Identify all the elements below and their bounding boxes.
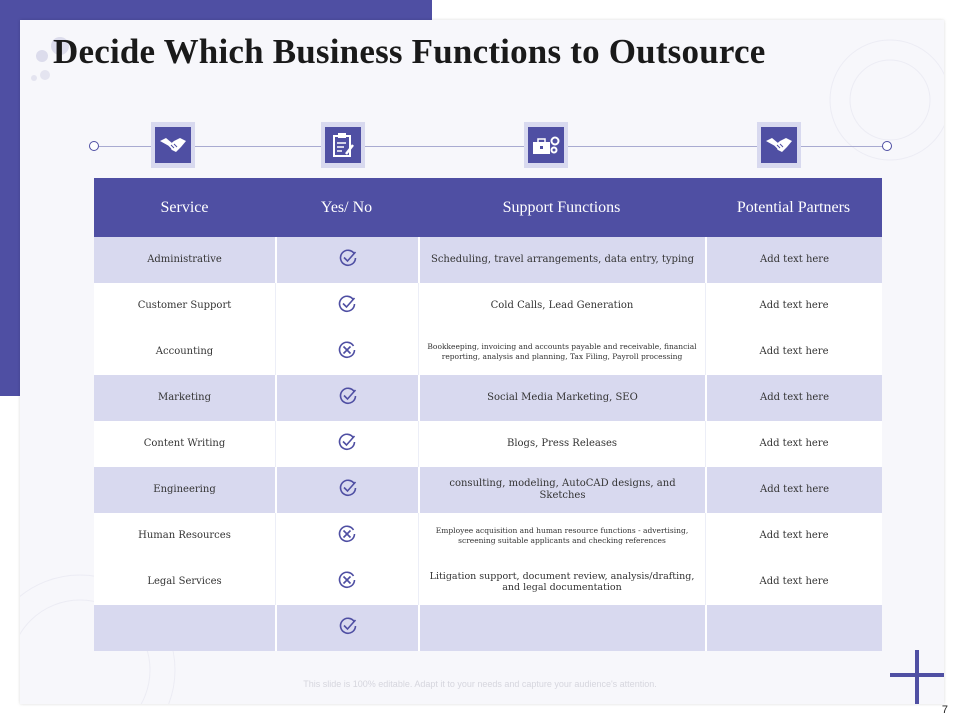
status-cell — [275, 513, 418, 559]
service-cell: Engineering — [153, 484, 216, 495]
check-circle-icon — [338, 248, 358, 272]
potential-partners-cell: Add text here — [705, 237, 882, 283]
cross-circle-icon — [337, 570, 357, 594]
header-yes-no: Yes/ No — [320, 198, 373, 216]
table-row — [94, 283, 882, 329]
check-circle-icon — [338, 386, 358, 410]
table-body — [94, 237, 882, 651]
handshake-icon — [151, 122, 195, 168]
service-cell: Accounting — [155, 346, 214, 357]
service-cell: Marketing — [157, 392, 212, 403]
potential-partners-cell: Add text here — [705, 467, 882, 513]
slide-title: Decide Which Business Functions to Outsource — [53, 32, 766, 71]
status-cell — [275, 559, 418, 605]
status-cell — [275, 605, 418, 651]
table-row — [94, 513, 882, 559]
briefcase-gears-icon — [524, 122, 568, 168]
status-cell — [275, 237, 418, 283]
status-cell — [275, 283, 418, 329]
potential-partners-cell: Add text here — [705, 375, 882, 421]
support-functions-cell: Scheduling, travel arrangements, data entry, typing — [418, 237, 705, 283]
clipboard-icon — [321, 122, 365, 168]
potential-partners-cell: Add text here — [705, 283, 882, 329]
cross-circle-icon — [337, 524, 357, 548]
header-potential-partners: Potential Partners — [736, 198, 851, 216]
status-cell — [275, 329, 418, 375]
service-cell: Customer Support — [137, 300, 232, 311]
header-support-functions: Support Functions — [502, 198, 621, 216]
header-service: Service — [160, 198, 209, 216]
cross-circle-icon — [337, 340, 357, 364]
support-functions-cell: Litigation support, document review, analysis/drafting, and legal documentation — [418, 559, 705, 605]
outsourcing-table — [94, 178, 882, 651]
table-row — [94, 559, 882, 605]
table-row — [94, 467, 882, 513]
support-functions-cell: Cold Calls, Lead Generation — [418, 283, 705, 329]
check-circle-icon — [338, 616, 358, 640]
support-functions-cell: Employee acquisition and human resource functions - advertising, screening suitable applicants and checking references — [418, 513, 705, 559]
potential-partners-cell: Add text here — [705, 329, 882, 375]
service-cell: Content Writing — [143, 438, 226, 449]
service-cell: Human Resources — [138, 530, 231, 541]
table-header — [94, 178, 882, 237]
support-functions-cell — [418, 605, 705, 651]
plus-decoration — [915, 650, 919, 704]
page-number: 7 — [941, 704, 948, 716]
potential-partners-cell — [705, 605, 882, 651]
footer-note: This slide is 100% editable. Adapt it to your needs and capture your audience's attention. — [303, 679, 657, 689]
service-cell: Legal Services — [147, 576, 222, 587]
support-functions-cell: Social Media Marketing, SEO — [418, 375, 705, 421]
potential-partners-cell: Add text here — [705, 421, 882, 467]
support-functions-cell: Blogs, Press Releases — [418, 421, 705, 467]
check-circle-icon — [337, 432, 357, 456]
status-cell — [275, 467, 418, 513]
potential-partners-cell: Add text here — [705, 513, 882, 559]
potential-partners-cell: Add text here — [705, 559, 882, 605]
timeline-start-dot — [89, 141, 99, 151]
table-row — [94, 375, 882, 421]
support-functions-cell: Bookkeeping, invoicing and accounts payable and receivable, financial reporting, analysis and planning, Tax Filing, Payroll processing — [418, 329, 705, 375]
table-row — [94, 421, 882, 467]
table-row — [94, 237, 882, 283]
table-row — [94, 329, 882, 375]
service-cell: Administrative — [147, 254, 222, 265]
status-cell — [275, 375, 418, 421]
table-row — [94, 605, 882, 651]
timeline-end-dot — [882, 141, 892, 151]
status-cell — [275, 421, 418, 467]
service-cell — [94, 605, 275, 651]
support-functions-cell: consulting, modeling, AutoCAD designs, and Sketches — [418, 467, 705, 513]
check-circle-icon — [338, 478, 358, 502]
check-circle-icon — [337, 294, 357, 318]
handshake-icon — [757, 122, 801, 168]
